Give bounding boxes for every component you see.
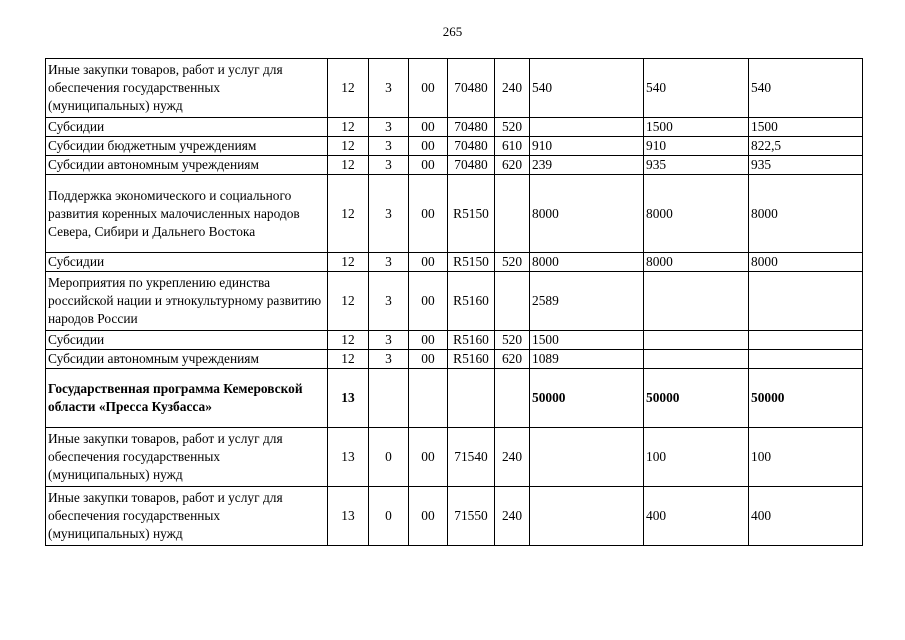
subsection-code-cell: 3: [369, 272, 409, 331]
program-code-cell: 00: [409, 156, 448, 175]
amount-year3-cell: 935: [749, 156, 863, 175]
target-code-cell: R5160: [448, 350, 495, 369]
section-code-cell: 12: [328, 272, 369, 331]
amount-year2-cell: 100: [644, 428, 749, 487]
program-code-cell: 00: [409, 59, 448, 118]
target-code-cell: R5150: [448, 175, 495, 253]
subsection-code-cell: 3: [369, 253, 409, 272]
program-code-cell: 00: [409, 272, 448, 331]
amount-year2-cell: [644, 350, 749, 369]
expense-type-cell: 520: [495, 118, 530, 137]
program-code-cell: [409, 369, 448, 428]
amount-year2-cell: 8000: [644, 253, 749, 272]
amount-year3-cell: 540: [749, 59, 863, 118]
table-row: [46, 118, 863, 137]
amount-year3-cell: 100: [749, 428, 863, 487]
expense-type-cell: 520: [495, 253, 530, 272]
budget-table: [45, 58, 863, 546]
amount-year2-cell: [644, 331, 749, 350]
amount-year2-cell: 8000: [644, 175, 749, 253]
target-code-cell: 70480: [448, 156, 495, 175]
section-code-cell: 12: [328, 59, 369, 118]
section-code-cell: 12: [328, 253, 369, 272]
target-code-cell: 70480: [448, 59, 495, 118]
row-name-cell: Субсидии: [46, 253, 328, 272]
amount-year3-cell: 400: [749, 487, 863, 546]
subsection-code-cell: [369, 369, 409, 428]
row-name-cell: Иные закупки товаров, работ и услуг для обеспечения государственных (муниципальных) нужд: [46, 428, 328, 487]
table-row: [46, 369, 863, 428]
row-name-cell: Субсидии: [46, 118, 328, 137]
expense-type-cell: 240: [495, 487, 530, 546]
amount-year1-cell: [530, 487, 644, 546]
expense-type-cell: 620: [495, 156, 530, 175]
row-name-cell: Поддержка экономического и социального развития коренных малочисленных народов Севера, Сибири и Дальнего Востока: [46, 175, 328, 253]
section-code-cell: 13: [328, 487, 369, 546]
target-code-cell: [448, 369, 495, 428]
target-code-cell: 70480: [448, 118, 495, 137]
amount-year3-cell: 50000: [749, 369, 863, 428]
table-row: [46, 331, 863, 350]
program-code-cell: 00: [409, 175, 448, 253]
section-code-cell: 13: [328, 369, 369, 428]
target-code-cell: 70480: [448, 137, 495, 156]
expense-type-cell: 240: [495, 59, 530, 118]
amount-year3-cell: 1500: [749, 118, 863, 137]
subsection-code-cell: 3: [369, 118, 409, 137]
table-row: [46, 428, 863, 487]
program-code-cell: 00: [409, 428, 448, 487]
subsection-code-cell: 3: [369, 137, 409, 156]
amount-year1-cell: [530, 428, 644, 487]
row-name-cell: Государственная программа Кемеровской области «Пресса Кузбасса»: [46, 369, 328, 428]
amount-year1-cell: 239: [530, 156, 644, 175]
program-code-cell: 00: [409, 487, 448, 546]
amount-year2-cell: 50000: [644, 369, 749, 428]
amount-year3-cell: 8000: [749, 175, 863, 253]
page-number: 265: [442, 24, 463, 39]
amount-year1-cell: 1089: [530, 350, 644, 369]
amount-year2-cell: 540: [644, 59, 749, 118]
amount-year1-cell: 1500: [530, 331, 644, 350]
row-name-cell: Субсидии автономным учреждениям: [46, 350, 328, 369]
program-code-cell: 00: [409, 253, 448, 272]
program-code-cell: 00: [409, 118, 448, 137]
subsection-code-cell: 3: [369, 331, 409, 350]
section-code-cell: 12: [328, 137, 369, 156]
amount-year3-cell: [749, 331, 863, 350]
expense-type-cell: 240: [495, 428, 530, 487]
table-row: [46, 59, 863, 118]
amount-year2-cell: 1500: [644, 118, 749, 137]
table-row: [46, 272, 863, 331]
target-code-cell: R5160: [448, 272, 495, 331]
subsection-code-cell: 3: [369, 59, 409, 118]
row-name-cell: Мероприятия по укреплению единства российской нации и этнокультурному развитию народов России: [46, 272, 328, 331]
amount-year1-cell: 2589: [530, 272, 644, 331]
subsection-code-cell: 0: [369, 487, 409, 546]
subsection-code-cell: 3: [369, 175, 409, 253]
amount-year3-cell: [749, 350, 863, 369]
section-code-cell: 13: [328, 428, 369, 487]
amount-year3-cell: [749, 272, 863, 331]
amount-year2-cell: 910: [644, 137, 749, 156]
expense-type-cell: 620: [495, 350, 530, 369]
amount-year3-cell: 8000: [749, 253, 863, 272]
amount-year2-cell: 400: [644, 487, 749, 546]
expense-type-cell: 520: [495, 331, 530, 350]
subsection-code-cell: 3: [369, 156, 409, 175]
amount-year1-cell: 8000: [530, 175, 644, 253]
amount-year1-cell: 8000: [530, 253, 644, 272]
target-code-cell: R5150: [448, 253, 495, 272]
expense-type-cell: [495, 272, 530, 331]
section-code-cell: 12: [328, 175, 369, 253]
target-code-cell: 71550: [448, 487, 495, 546]
program-code-cell: 00: [409, 350, 448, 369]
expense-type-cell: [495, 369, 530, 428]
target-code-cell: R5160: [448, 331, 495, 350]
subsection-code-cell: 3: [369, 350, 409, 369]
program-code-cell: 00: [409, 331, 448, 350]
amount-year3-cell: 822,5: [749, 137, 863, 156]
table-row: [46, 350, 863, 369]
table-row: [46, 253, 863, 272]
subsection-code-cell: 0: [369, 428, 409, 487]
amount-year1-cell: 910: [530, 137, 644, 156]
program-code-cell: 00: [409, 137, 448, 156]
table-row: [46, 156, 863, 175]
table-row: [46, 137, 863, 156]
amount-year1-cell: [530, 118, 644, 137]
section-code-cell: 12: [328, 156, 369, 175]
section-code-cell: 12: [328, 118, 369, 137]
section-code-cell: 12: [328, 350, 369, 369]
amount-year1-cell: 50000: [530, 369, 644, 428]
target-code-cell: 71540: [448, 428, 495, 487]
amount-year1-cell: 540: [530, 59, 644, 118]
table-row: [46, 487, 863, 546]
amount-year2-cell: [644, 272, 749, 331]
section-code-cell: 12: [328, 331, 369, 350]
row-name-cell: Иные закупки товаров, работ и услуг для обеспечения государственных (муниципальных) нужд: [46, 487, 328, 546]
amount-year2-cell: 935: [644, 156, 749, 175]
row-name-cell: Субсидии бюджетным учреждениям: [46, 137, 328, 156]
row-name-cell: Субсидии: [46, 331, 328, 350]
expense-type-cell: 610: [495, 137, 530, 156]
row-name-cell: Иные закупки товаров, работ и услуг для обеспечения государственных (муниципальных) нужд: [46, 59, 328, 118]
row-name-cell: Субсидии автономным учреждениям: [46, 156, 328, 175]
table-row: [46, 175, 863, 253]
expense-type-cell: [495, 175, 530, 253]
